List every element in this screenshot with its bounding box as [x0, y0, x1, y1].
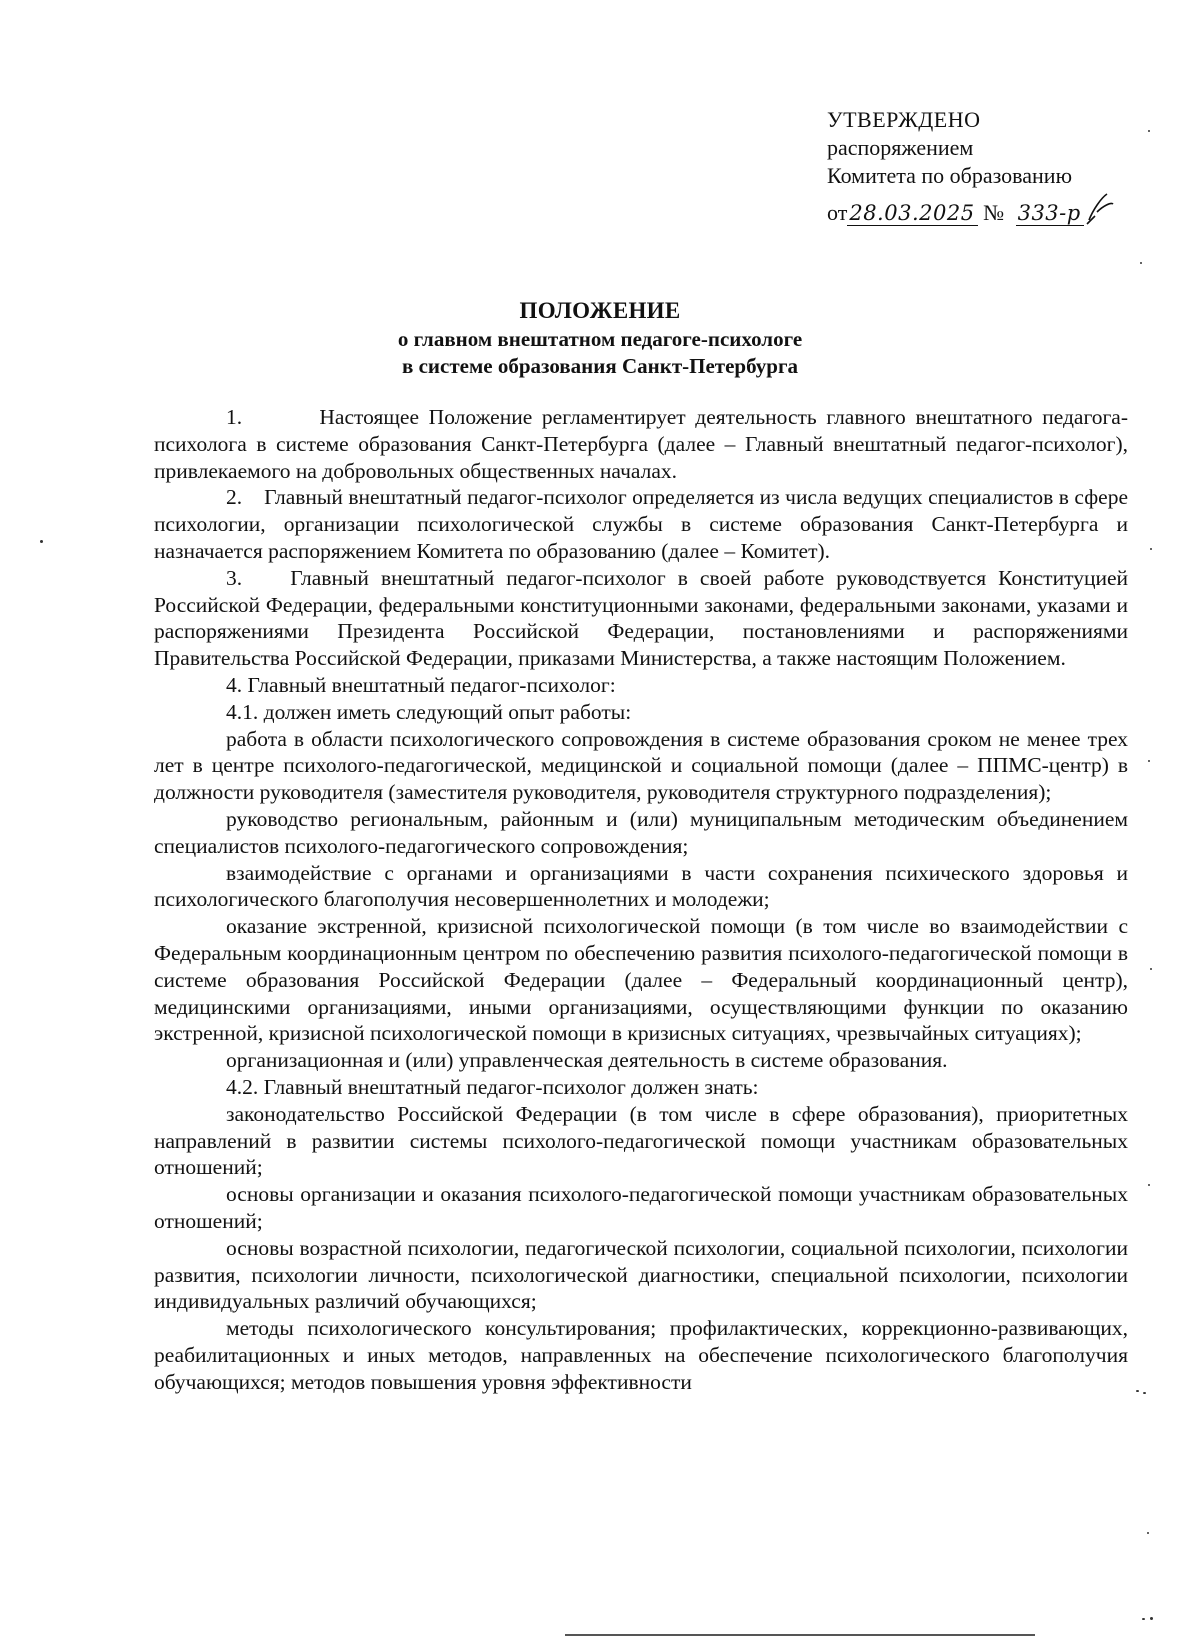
- paragraph-knowledge-3: основы возрастной психологии, педагогической психологии, социальной психологии, психологии развития, психологии личности, психологической диагностики, специальной психологии, психологии индивидуальных различий обучающихся;: [154, 1235, 1128, 1314]
- paragraph-4-1: 4.1. должен иметь следующий опыт работы:: [226, 699, 632, 724]
- document-heading: [0, 296, 1200, 380]
- paragraph-experience-2: руководство региональным, районным и (или) муниципальным методическим объединением специалистов психолого-педагогического сопровождения;: [154, 806, 1128, 858]
- scan-speck: [1147, 1532, 1149, 1534]
- document-subtitle-1: о главном внештатном педагоге-психологе: [397, 327, 803, 351]
- handwritten-number: 333-р: [1016, 201, 1084, 226]
- date-prefix: от: [827, 200, 848, 225]
- paragraph-experience-3: взаимодействие с органами и организациями в части сохранения психического здоровья и психологического благополучия несовершеннолетних и молодежи;: [154, 860, 1128, 912]
- paragraph-3: 3. Главный внештатный педагог-психолог в своей работе руководствуется Конституцией Российской Федерации, федеральными конституционными законами, федеральными законами, указами и распоряжениями Президента Российской Федерации, постановлениями и распоряжениями Правительства Российской Федерации, приказами Министерства, а также настоящим Положением.: [154, 565, 1134, 671]
- scan-speck: [1142, 1618, 1145, 1620]
- number-prefix: №: [983, 200, 1005, 225]
- scan-speck: [1143, 1392, 1146, 1394]
- paragraph-experience-1: работа в области психологического сопровождения в системе образования сроком не менее трех лет в центре психолого-педагогической, медицинской и социальной помощи (далее – ППМС-центр) в должности руководителя (заместителя руководителя, руководителя структурного подразделения);: [154, 726, 1128, 805]
- scan-speck: [40, 540, 43, 543]
- signature-flourish: [1083, 190, 1117, 226]
- paragraph-knowledge-2: основы организации и оказания психолого-педагогической помощи участникам образовательных отношений;: [154, 1182, 1128, 1233]
- scan-speck: [1148, 1184, 1150, 1186]
- scan-speck: [1150, 968, 1152, 970]
- paragraph-1: 1. Настоящее Положение регламентирует деятельность главного внештатного педагога-психолога в системе образования Санкт-Петербурга (далее – Главный внештатный педагог-психолог), привлекаемого на добровольных общественных началах.: [154, 405, 1134, 483]
- approval-date-line: [827, 190, 1157, 227]
- paragraph-experience-5: организационная и (или) управленческая деятельность в системе образования.: [226, 1048, 948, 1073]
- paragraph-knowledge-4: методы психологического консультирования; профилактических, коррекционно-развивающих, реабилитационных и иных методов, направленных на обеспечение психологического благополучия обучающихся; методов повышения уровня эффективности: [154, 1316, 1128, 1394]
- scan-speck: [1150, 548, 1152, 550]
- paragraph-knowledge-1: законодательство Российской Федерации (в том числе в сфере образования), приоритетных направлений в развитии системы психолого-педагогической помощи участникам образовательных отношений;: [154, 1101, 1128, 1180]
- handwritten-date: 28.03.2025: [847, 201, 977, 226]
- scan-speck: [1140, 262, 1142, 264]
- scan-speck: [1150, 1617, 1153, 1620]
- paragraph-4-2: 4.2. Главный внештатный педагог-психолог должен знать:: [226, 1074, 759, 1099]
- document-subtitle-2: в системе образования Санкт-Петербурга: [401, 354, 799, 378]
- approval-title: УТВЕРЖДЕНО: [827, 107, 981, 132]
- scan-speck: [1136, 1390, 1139, 1392]
- document-title: ПОЛОЖЕНИЕ: [519, 298, 681, 323]
- scan-edge-line: [565, 1634, 1035, 1636]
- paragraph-4: 4. Главный внештатный педагог-психолог:: [226, 672, 616, 697]
- scan-speck: [1148, 130, 1150, 132]
- approval-block: [827, 106, 1157, 227]
- approval-line-2: Комитета по образованию: [827, 163, 1073, 188]
- scan-speck: [1148, 760, 1150, 762]
- paragraph-experience-4: оказание экстренной, кризисной психологической помощи (в том числе во взаимодействии с Федеральным координационным центром по обеспечению развития психолого-педагогической помощи в системе образования Российской Федерации (далее – Федеральный координационный центр), медицинскими организациями, иными организациями, осуществляющими функции по оказанию экстренной, кризисной психологической помощи в кризисных ситуациях, чрезвычайных ситуациях);: [154, 914, 1128, 1046]
- approval-line-1: распоряжением: [827, 135, 974, 160]
- document-body: [154, 404, 1134, 1395]
- paragraph-2: 2. Главный внештатный педагог-психолог определяется из числа ведущих специалистов в сфере психологии, организации психологической службы в системе образования Санкт-Петербурга и назначается распоряжением Комитета по образованию (далее – Комитет).: [154, 485, 1134, 563]
